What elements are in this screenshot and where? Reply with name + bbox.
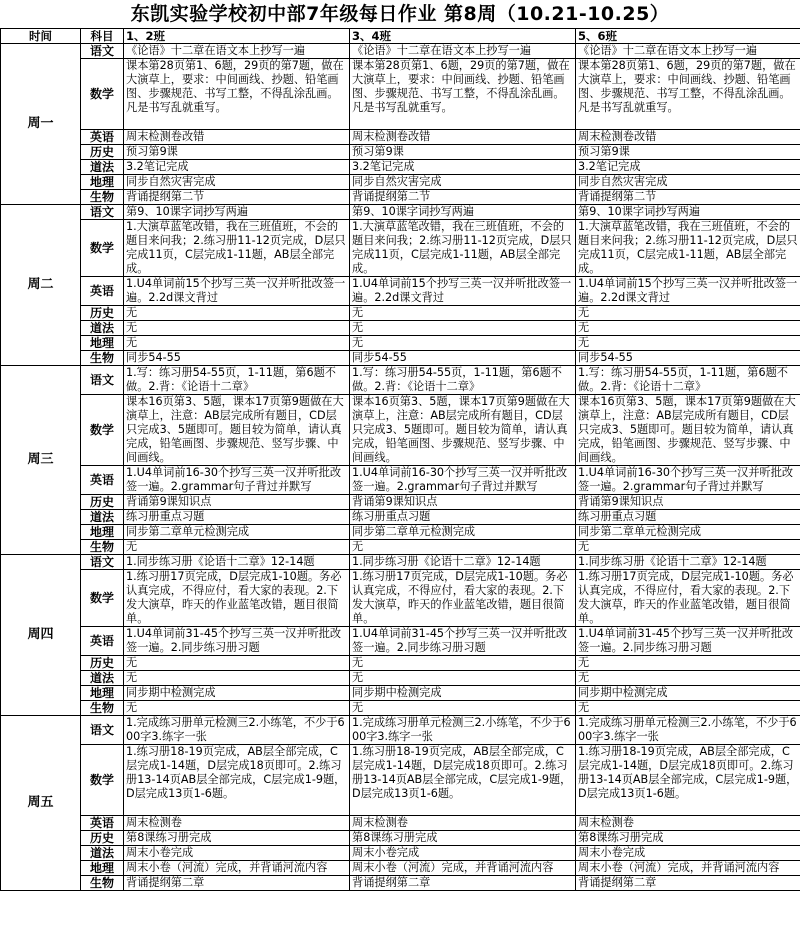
homework-cell: 周末检测卷 bbox=[124, 816, 350, 831]
homework-cell: 无 bbox=[124, 540, 350, 555]
homework-cell: 同步第二章单元检测完成 bbox=[124, 525, 350, 540]
homework-cell: 1.练习册17页完成，D层完成1-10题。务必认真完成，不得应付，看大家的表现。2.下发大演草，昨天的作业蓝笔改错，题目很简单。 bbox=[576, 570, 800, 627]
table-row bbox=[1, 495, 800, 510]
table-row bbox=[1, 656, 800, 671]
subject-label-morality-law: 道法 bbox=[81, 510, 124, 525]
subject-label-chinese: 语文 bbox=[81, 716, 124, 745]
homework-cell: 同步自然灾害完成 bbox=[124, 175, 350, 190]
homework-cell: 第8课练习册完成 bbox=[350, 831, 576, 846]
table-row bbox=[1, 816, 800, 831]
homework-cell: 周末检测卷 bbox=[576, 816, 800, 831]
subject-label-biology: 生物 bbox=[81, 190, 124, 205]
table-row bbox=[1, 555, 800, 570]
homework-cell: 周末检测卷改错 bbox=[124, 130, 350, 145]
table-row bbox=[1, 846, 800, 861]
table-row bbox=[1, 351, 800, 366]
subject-label-chinese: 语文 bbox=[81, 555, 124, 570]
homework-cell: 无 bbox=[350, 306, 576, 321]
table-row bbox=[1, 540, 800, 555]
subject-label-geography: 地理 bbox=[81, 525, 124, 540]
homework-cell: 1.完成练习册单元检测三2.小练笔，不少于600字3.练字一张 bbox=[350, 716, 576, 745]
subject-label-morality-law: 道法 bbox=[81, 671, 124, 686]
homework-cell: 课本第28页第1、6题，29页的第7题，做在大演草上，要求：中间画线、抄题、铅笔画图、步骤规范、书写工整，不得乱涂乱画。凡是书写乱就重写。 bbox=[124, 59, 350, 130]
subject-label-english: 英语 bbox=[81, 130, 124, 145]
homework-cell: 3.2笔记完成 bbox=[576, 160, 800, 175]
homework-cell: 无 bbox=[350, 336, 576, 351]
homework-cell: 1.完成练习册单元检测三2.小练笔，不少于600字3.练字一张 bbox=[124, 716, 350, 745]
day-label: 周一 bbox=[1, 44, 81, 205]
homework-cell: 无 bbox=[576, 336, 800, 351]
day-label: 周五 bbox=[1, 716, 81, 891]
table-row bbox=[1, 366, 800, 395]
header-class-3-4: 3、4班 bbox=[350, 29, 576, 44]
header-row bbox=[1, 29, 800, 44]
homework-cell: 1.写：练习册54-55页，1-11题，第6题不做。2.背：《论语十二章》 bbox=[124, 366, 350, 395]
subject-label-history: 历史 bbox=[81, 306, 124, 321]
table-row bbox=[1, 44, 800, 59]
homework-cell: 1.U4单词前31-45个抄写三英一汉并听批改签一遍。2.同步练习册习题 bbox=[350, 627, 576, 656]
table-row bbox=[1, 686, 800, 701]
homework-cell: 无 bbox=[350, 671, 576, 686]
homework-cell: 1.同步练习册《论语十二章》12-14题 bbox=[350, 555, 576, 570]
table-row bbox=[1, 306, 800, 321]
homework-cell: 《论语》十二章在语文本上抄写一遍 bbox=[576, 44, 800, 59]
homework-cell: 周末小卷（河流）完成，并背诵河流内容 bbox=[350, 861, 576, 876]
table-row bbox=[1, 321, 800, 336]
table-row bbox=[1, 145, 800, 160]
homework-cell: 1.U4单词前31-45个抄写三英一汉并听批改签一遍。2.同步练习册习题 bbox=[124, 627, 350, 656]
homework-cell: 同步第二章单元检测完成 bbox=[576, 525, 800, 540]
table-row bbox=[1, 130, 800, 145]
homework-cell: 背诵提纲第二章 bbox=[576, 876, 800, 891]
homework-cell: 课本16页第3、5题，课本17页第9题做在大演草上，注意：AB层完成所有题目，CD层只完成3、5题即可。题目较为简单，请认真完成，铅笔画图、步骤规范、竖写步骤、中间画线。 bbox=[350, 395, 576, 466]
subject-label-history: 历史 bbox=[81, 831, 124, 846]
homework-cell: 《论语》十二章在语文本上抄写一遍 bbox=[124, 44, 350, 59]
homework-cell: 第9、10课字词抄写两遍 bbox=[124, 205, 350, 220]
subject-label-english: 英语 bbox=[81, 816, 124, 831]
homework-cell: 课本第28页第1、6题，29页的第7题，做在大演草上，要求：中间画线、抄题、铅笔画图、步骤规范、书写工整，不得乱涂乱画。凡是书写乱就重写。 bbox=[576, 59, 800, 130]
homework-cell: 1.练习册18-19页完成，AB层全部完成，C层完成1-14题，D层完成18页即可。2.练习册13-14页AB层全部完成，C层完成1-9题，D层完成13页1-6题。 bbox=[576, 745, 800, 816]
homework-cell: 1.U4单词前31-45个抄写三英一汉并听批改签一遍。2.同步练习册习题 bbox=[576, 627, 800, 656]
subject-label-biology: 生物 bbox=[81, 876, 124, 891]
subject-label-math: 数学 bbox=[81, 220, 124, 277]
subject-label-math: 数学 bbox=[81, 59, 124, 130]
homework-cell: 无 bbox=[124, 321, 350, 336]
homework-cell: 同步54-55 bbox=[576, 351, 800, 366]
table-row bbox=[1, 175, 800, 190]
homework-cell: 1.写：练习册54-55页，1-11题，第6题不做。2.背：《论语十二章》 bbox=[350, 366, 576, 395]
table-row bbox=[1, 627, 800, 656]
homework-cell: 练习册重点习题 bbox=[576, 510, 800, 525]
homework-cell: 无 bbox=[124, 336, 350, 351]
homework-cell: 无 bbox=[576, 306, 800, 321]
homework-cell: 无 bbox=[576, 671, 800, 686]
subject-label-chinese: 语文 bbox=[81, 366, 124, 395]
table-row bbox=[1, 205, 800, 220]
table-row bbox=[1, 671, 800, 686]
subject-label-history: 历史 bbox=[81, 495, 124, 510]
subject-label-chinese: 语文 bbox=[81, 205, 124, 220]
homework-cell: 无 bbox=[576, 656, 800, 671]
homework-cell: 1.U4单词前15个抄写三英一汉并听批改签一遍。2.2d课文背过 bbox=[576, 277, 800, 306]
homework-cell: 无 bbox=[350, 321, 576, 336]
homework-cell: 第8课练习册完成 bbox=[124, 831, 350, 846]
homework-cell: 3.2笔记完成 bbox=[124, 160, 350, 175]
homework-cell: 周末检测卷 bbox=[350, 816, 576, 831]
subject-label-geography: 地理 bbox=[81, 336, 124, 351]
subject-label-english: 英语 bbox=[81, 277, 124, 306]
homework-cell: 1.大演草蓝笔改错，我在三班值班，不会的题目来问我；2.练习册11-12页完成，D层只完成11页，C层完成1-11题，AB层全部完成。 bbox=[350, 220, 576, 277]
homework-cell: 同步期中检测完成 bbox=[576, 686, 800, 701]
homework-cell: 预习第9课 bbox=[124, 145, 350, 160]
subject-label-biology: 生物 bbox=[81, 540, 124, 555]
homework-cell: 周末检测卷改错 bbox=[576, 130, 800, 145]
homework-cell: 1.大演草蓝笔改错，我在三班值班，不会的题目来问我；2.练习册11-12页完成，D层只完成11页，C层完成1-11题，AB层全部完成。 bbox=[576, 220, 800, 277]
homework-cell: 1.U4单词前16-30个抄写三英一汉并听批改签一遍。2.grammar句子背过并默写 bbox=[124, 466, 350, 495]
homework-cell: 练习册重点习题 bbox=[350, 510, 576, 525]
header-class-1-2: 1、2班 bbox=[124, 29, 350, 44]
table-row bbox=[1, 525, 800, 540]
table-row bbox=[1, 510, 800, 525]
homework-cell: 背诵提纲第二章 bbox=[350, 876, 576, 891]
homework-table bbox=[0, 28, 800, 891]
homework-cell: 周末小卷（河流）完成，并背诵河流内容 bbox=[576, 861, 800, 876]
homework-cell: 第9、10课字词抄写两遍 bbox=[576, 205, 800, 220]
subject-label-math: 数学 bbox=[81, 570, 124, 627]
table-row bbox=[1, 336, 800, 351]
homework-cell: 同步自然灾害完成 bbox=[576, 175, 800, 190]
homework-cell: 无 bbox=[124, 306, 350, 321]
homework-cell: 1.练习册18-19页完成，AB层全部完成，C层完成1-14题，D层完成18页即可。2.练习册13-14页AB层全部完成，C层完成1-9题，D层完成13页1-6题。 bbox=[350, 745, 576, 816]
page-title: 东凯实验学校初中部7年级每日作业 第8周（10.21-10.25） bbox=[130, 3, 670, 25]
homework-cell: 无 bbox=[124, 671, 350, 686]
subject-label-english: 英语 bbox=[81, 627, 124, 656]
homework-cell: 1.练习册18-19页完成，AB层全部完成，C层完成1-14题，D层完成18页即可。2.练习册13-14页AB层全部完成，C层完成1-9题，D层完成13页1-6题。 bbox=[124, 745, 350, 816]
table-row bbox=[1, 160, 800, 175]
homework-cell: 1.同步练习册《论语十二章》12-14题 bbox=[124, 555, 350, 570]
homework-cell: 周末小卷完成 bbox=[350, 846, 576, 861]
table-row bbox=[1, 701, 800, 716]
homework-cell: 周末小卷完成 bbox=[124, 846, 350, 861]
homework-cell: 第9、10课字词抄写两遍 bbox=[350, 205, 576, 220]
subject-label-history: 历史 bbox=[81, 656, 124, 671]
homework-cell: 无 bbox=[350, 540, 576, 555]
homework-cell: 无 bbox=[576, 540, 800, 555]
subject-label-chinese: 语文 bbox=[81, 44, 124, 59]
table-row bbox=[1, 570, 800, 627]
homework-cell: 同步自然灾害完成 bbox=[350, 175, 576, 190]
homework-cell: 同步54-55 bbox=[124, 351, 350, 366]
subject-label-biology: 生物 bbox=[81, 351, 124, 366]
subject-label-history: 历史 bbox=[81, 145, 124, 160]
homework-cell: 周末小卷完成 bbox=[576, 846, 800, 861]
table-row bbox=[1, 190, 800, 205]
homework-cell: 无 bbox=[124, 656, 350, 671]
homework-cell: 课本16页第3、5题，课本17页第9题做在大演草上，注意：AB层完成所有题目，CD层只完成3、5题即可。题目较为简单，请认真完成，铅笔画图、步骤规范、竖写步骤、中间画线。 bbox=[576, 395, 800, 466]
homework-cell: 1.练习册17页完成，D层完成1-10题。务必认真完成，不得应付，看大家的表现。2.下发大演草，昨天的作业蓝笔改错，题目很简单。 bbox=[350, 570, 576, 627]
homework-cell: 无 bbox=[124, 701, 350, 716]
homework-cell: 1.U4单词前15个抄写三英一汉并听批改签一遍。2.2d课文背过 bbox=[124, 277, 350, 306]
homework-cell: 背诵第9课知识点 bbox=[576, 495, 800, 510]
homework-cell: 1.写：练习册54-55页，1-11题，第6题不做。2.背：《论语十二章》 bbox=[576, 366, 800, 395]
homework-cell: 1.完成练习册单元检测三2.小练笔，不少于600字3.练字一张 bbox=[576, 716, 800, 745]
homework-cell: 周末小卷（河流）完成，并背诵河流内容 bbox=[124, 861, 350, 876]
homework-cell: 背诵提纲第二节 bbox=[350, 190, 576, 205]
homework-cell: 同步54-55 bbox=[350, 351, 576, 366]
table-row bbox=[1, 745, 800, 816]
homework-cell: 同步第二章单元检测完成 bbox=[350, 525, 576, 540]
table-row bbox=[1, 220, 800, 277]
table-row bbox=[1, 831, 800, 846]
homework-cell: 背诵提纲第二章 bbox=[124, 876, 350, 891]
homework-cell: 无 bbox=[576, 321, 800, 336]
homework-cell: 3.2笔记完成 bbox=[350, 160, 576, 175]
homework-cell: 1.同步练习册《论语十二章》12-14题 bbox=[576, 555, 800, 570]
table-row bbox=[1, 466, 800, 495]
homework-cell: 1.练习册17页完成，D层完成1-10题。务必认真完成，不得应付，看大家的表现。2.下发大演草，昨天的作业蓝笔改错，题目很简单。 bbox=[124, 570, 350, 627]
subject-label-geography: 地理 bbox=[81, 861, 124, 876]
table-row bbox=[1, 277, 800, 306]
day-label: 周二 bbox=[1, 205, 81, 366]
subject-label-english: 英语 bbox=[81, 466, 124, 495]
homework-cell: 无 bbox=[350, 656, 576, 671]
homework-cell: 周末检测卷改错 bbox=[350, 130, 576, 145]
homework-cell: 《论语》十二章在语文本上抄写一遍 bbox=[350, 44, 576, 59]
homework-cell: 预习第9课 bbox=[576, 145, 800, 160]
homework-cell: 练习册重点习题 bbox=[124, 510, 350, 525]
header-time: 时间 bbox=[1, 29, 81, 44]
subject-label-math: 数学 bbox=[81, 395, 124, 466]
table-row bbox=[1, 59, 800, 130]
subject-label-morality-law: 道法 bbox=[81, 160, 124, 175]
homework-cell: 1.大演草蓝笔改错，我在三班值班，不会的题目来问我；2.练习册11-12页完成，D层只完成11页，C层完成1-11题，AB层全部完成。 bbox=[124, 220, 350, 277]
homework-cell: 背诵提纲第二节 bbox=[576, 190, 800, 205]
table-row bbox=[1, 861, 800, 876]
table-row bbox=[1, 395, 800, 466]
homework-cell: 1.U4单词前15个抄写三英一汉并听批改签一遍。2.2d课文背过 bbox=[350, 277, 576, 306]
homework-cell: 1.U4单词前16-30个抄写三英一汉并听批改签一遍。2.grammar句子背过并默写 bbox=[350, 466, 576, 495]
homework-cell: 背诵第9课知识点 bbox=[350, 495, 576, 510]
homework-cell: 无 bbox=[576, 701, 800, 716]
homework-cell: 1.U4单词前16-30个抄写三英一汉并听批改签一遍。2.grammar句子背过并默写 bbox=[576, 466, 800, 495]
homework-cell: 同步期中检测完成 bbox=[350, 686, 576, 701]
subject-label-morality-law: 道法 bbox=[81, 846, 124, 861]
homework-cell: 课本第28页第1、6题，29页的第7题，做在大演草上，要求：中间画线、抄题、铅笔画图、步骤规范、书写工整，不得乱涂乱画。凡是书写乱就重写。 bbox=[350, 59, 576, 130]
homework-cell: 同步期中检测完成 bbox=[124, 686, 350, 701]
subject-label-geography: 地理 bbox=[81, 686, 124, 701]
subject-label-morality-law: 道法 bbox=[81, 321, 124, 336]
homework-cell: 背诵第9课知识点 bbox=[124, 495, 350, 510]
day-label: 周四 bbox=[1, 555, 81, 716]
table-row bbox=[1, 876, 800, 891]
subject-label-geography: 地理 bbox=[81, 175, 124, 190]
homework-cell: 背诵提纲第二节 bbox=[124, 190, 350, 205]
homework-cell: 第8课练习册完成 bbox=[576, 831, 800, 846]
subject-label-biology: 生物 bbox=[81, 701, 124, 716]
header-class-5-6: 5、6班 bbox=[576, 29, 800, 44]
table-row bbox=[1, 716, 800, 745]
header-subject: 科目 bbox=[81, 29, 124, 44]
homework-cell: 无 bbox=[350, 701, 576, 716]
day-label: 周三 bbox=[1, 366, 81, 555]
subject-label-math: 数学 bbox=[81, 745, 124, 816]
homework-cell: 预习第9课 bbox=[350, 145, 576, 160]
homework-cell: 课本16页第3、5题，课本17页第9题做在大演草上，注意：AB层完成所有题目，CD层只完成3、5题即可。题目较为简单，请认真完成，铅笔画图、步骤规范、竖写步骤、中间画线。 bbox=[124, 395, 350, 466]
